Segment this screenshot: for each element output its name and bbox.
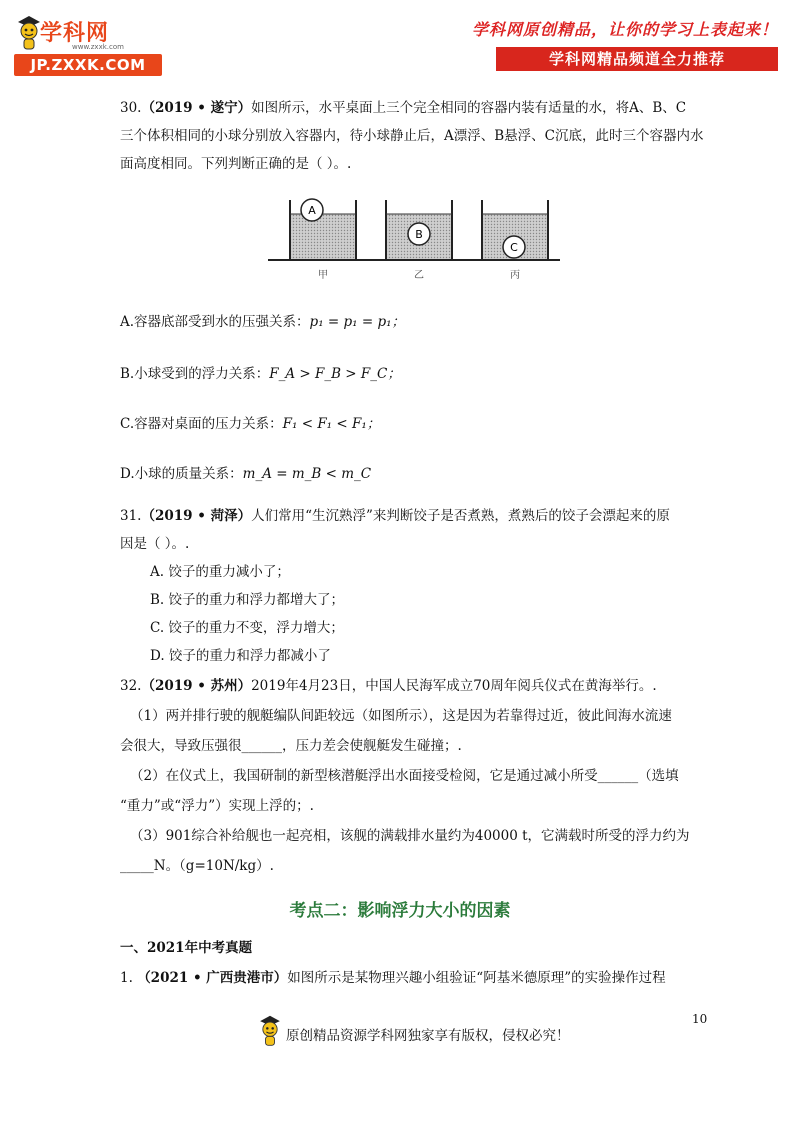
container-yi: [386, 200, 452, 260]
q31-option-d: D. 饺子的重力和浮力都减小了: [150, 648, 331, 664]
q30-option-c: C.容器对桌面的压力关系：F₁ < F₁ < F₁；: [120, 416, 381, 432]
q32-s3-line2: _____N。（g=10N/kg）.: [120, 858, 274, 874]
q31-line2: 因是（ ）。.: [120, 536, 190, 552]
q32-line1: 32.（2019 • 苏州）2019年4月23日，中国人民海军成立70周年阅兵仪式在黄海举行。.: [120, 678, 657, 694]
container-jia: [290, 199, 356, 260]
label-bing: 丙: [510, 270, 520, 281]
q30-option-a: A.容器底部受到水的压强关系：p₁ = p₁ = p₁；: [120, 314, 405, 330]
q31-line1: 31.（2019 • 菏泽）人们常用“生沉熟浮”来判断饺子是否煮熟，煮熟后的饺子会漂起来的原: [120, 508, 670, 524]
label-jia: 甲: [318, 270, 328, 281]
q31-option-c: C. 饺子的重力不变，浮力增大；: [150, 620, 344, 636]
header-slogan: 学科网原创精品，让你的学习上表起来！: [471, 20, 778, 39]
q30-line3: 面高度相同。下列判断正确的是（ ）。.: [120, 156, 352, 172]
header-banner: 学科网精品频道全力推荐: [496, 47, 778, 71]
q32-s2-line1: （2）在仪式上，我国研制的新型核潜艇浮出水面接受检阅，它是通过减小所受______（选填: [130, 768, 679, 784]
ball-b-label: B: [415, 228, 423, 241]
page-number: 10: [692, 1012, 708, 1026]
logo-url-small: www.zxxk.com: [72, 43, 124, 51]
logo-text: 学科网: [40, 21, 110, 46]
ball-a-label: A: [308, 204, 316, 217]
q32-s2-line2: “重力”或“浮力”）实现上浮的；.: [120, 798, 314, 814]
logo-badge[interactable]: JP.ZXXK.COM: [14, 54, 162, 76]
q30-figure: [268, 196, 560, 286]
footer-mascot-icon: [258, 1014, 282, 1048]
section-q1-line1: 1. （2021 • 广西贵港市）如图所示是某物理兴趣小组验证“阿基米德原理”的实验操作过程: [120, 970, 666, 986]
container-bing: [482, 200, 548, 260]
q30-line2: 三个体积相同的小球分别放入容器内，待小球静止后，A漂浮、B悬浮、C沉底，此时三个容器内水: [120, 128, 704, 144]
site-logo: [12, 14, 162, 76]
q30-option-d: D.小球的质量关系：m_A = m_B < m_C: [120, 466, 372, 482]
q32-s1-line2: 会很大，导致压强很______，压力差会使舰艇发生碰撞；.: [120, 738, 462, 754]
footer-copyright: 原创精品资源学科网独家享有版权，侵权必究！: [286, 1028, 570, 1044]
q31-option-a: A. 饺子的重力减小了；: [150, 564, 290, 580]
mascot-icon: [16, 14, 42, 52]
q32-s3-line1: （3）901综合补给舰也一起亮相，该舰的满载排水量约为40000 t，它满载时所受的浮力约为: [130, 828, 690, 844]
label-yi: 乙: [414, 270, 424, 281]
q30-option-b: B.小球受到的浮力关系：F_A > F_B > F_C；: [120, 366, 401, 382]
section-title: 考点二：影响浮力大小的因素: [289, 901, 511, 921]
ball-c-label: C: [510, 241, 518, 254]
q30-line1: 30.（2019 • 遂宁）如图所示，水平桌面上三个完全相同的容器内装有适量的水，将A、B、C: [120, 100, 687, 116]
section-subtitle: 一、2021年中考真题: [120, 940, 253, 956]
q31-option-b: B. 饺子的重力和浮力都增大了；: [150, 592, 345, 608]
q32-s1-line1: （1）两并排行驶的舰艇编队间距较远（如图所示），这是因为若靠得过近，彼此间海水流速: [130, 708, 672, 724]
